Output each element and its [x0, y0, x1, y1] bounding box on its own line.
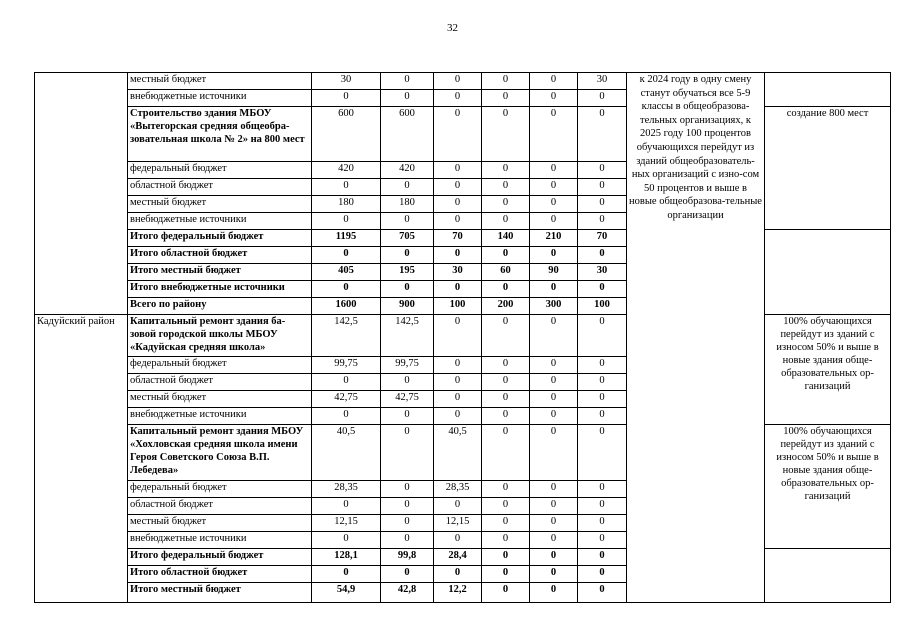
value-cell: 0: [578, 315, 627, 357]
value-cell: 0: [434, 247, 482, 264]
value-cell: 0: [482, 281, 530, 298]
value-cell: 0: [381, 532, 434, 549]
value-cell: 0: [482, 162, 530, 179]
row-label: областной бюджет: [128, 498, 312, 515]
value-cell: 0: [312, 498, 381, 515]
row-label: федеральный бюджет: [128, 357, 312, 374]
value-cell: 0: [578, 583, 627, 603]
value-cell: 0: [434, 357, 482, 374]
value-cell: 0: [530, 73, 578, 90]
value-cell: 0: [578, 566, 627, 583]
value-cell: 70: [434, 230, 482, 247]
result-cell: [765, 549, 891, 603]
row-label: Итого местный бюджет: [128, 264, 312, 281]
value-cell: 0: [482, 481, 530, 498]
value-cell: 40,5: [434, 425, 482, 481]
value-cell: 0: [482, 196, 530, 213]
value-cell: 0: [434, 179, 482, 196]
value-cell: 0: [482, 247, 530, 264]
value-cell: 0: [578, 107, 627, 162]
value-cell: 0: [578, 357, 627, 374]
value-cell: 42,75: [381, 391, 434, 408]
value-cell: 0: [434, 408, 482, 425]
value-cell: 0: [578, 498, 627, 515]
row-label: Строительство здания МБОУ «Вытегорская средняя общеобра-зовательная школа № 2» на 800 мест: [128, 107, 312, 162]
value-cell: 28,4: [434, 549, 482, 566]
value-cell: 300: [530, 298, 578, 315]
row-label: Капитальный ремонт здания ба-зовой городской школы МБОУ «Кадуйская средняя школа»: [128, 315, 312, 357]
budget-table: [34, 72, 891, 603]
row-label: внебюджетные источники: [128, 532, 312, 549]
value-cell: 28,35: [312, 481, 381, 498]
value-cell: 0: [482, 107, 530, 162]
value-cell: 0: [482, 357, 530, 374]
row-label: внебюджетные источники: [128, 408, 312, 425]
row-label: Итого федеральный бюджет: [128, 549, 312, 566]
value-cell: 0: [482, 532, 530, 549]
value-cell: 180: [381, 196, 434, 213]
value-cell: 0: [530, 196, 578, 213]
result-cell: [765, 73, 891, 107]
row-label: внебюджетные источники: [128, 90, 312, 107]
value-cell: 0: [381, 90, 434, 107]
value-cell: 0: [482, 374, 530, 391]
value-cell: 30: [434, 264, 482, 281]
result-note: 100% обучающихся перейдут из зданий с износом 50% и выше в новые здания обще-образовательных ор-ганизаций: [765, 425, 891, 549]
value-cell: 600: [312, 107, 381, 162]
value-cell: 0: [482, 73, 530, 90]
value-cell: 0: [530, 281, 578, 298]
value-cell: 0: [578, 481, 627, 498]
value-cell: 0: [312, 179, 381, 196]
value-cell: 12,2: [434, 583, 482, 603]
value-cell: 99,8: [381, 549, 434, 566]
value-cell: 0: [381, 73, 434, 90]
value-cell: 0: [482, 315, 530, 357]
value-cell: 0: [381, 408, 434, 425]
value-cell: 99,75: [381, 357, 434, 374]
value-cell: 0: [578, 213, 627, 230]
value-cell: 140: [482, 230, 530, 247]
value-cell: 0: [530, 315, 578, 357]
value-cell: 180: [312, 196, 381, 213]
value-cell: 0: [530, 247, 578, 264]
value-cell: 0: [530, 481, 578, 498]
value-cell: 0: [530, 532, 578, 549]
value-cell: 1195: [312, 230, 381, 247]
value-cell: 0: [434, 213, 482, 230]
page-number: 32: [447, 22, 458, 34]
value-cell: 100: [578, 298, 627, 315]
value-cell: 0: [578, 515, 627, 532]
value-cell: 0: [530, 408, 578, 425]
value-cell: 0: [434, 498, 482, 515]
value-cell: 0: [381, 498, 434, 515]
value-cell: 42,8: [381, 583, 434, 603]
row-label: внебюджетные источники: [128, 213, 312, 230]
value-cell: 142,5: [381, 315, 434, 357]
value-cell: 0: [530, 566, 578, 583]
value-cell: 0: [578, 532, 627, 549]
value-cell: 0: [578, 425, 627, 481]
value-cell: 0: [434, 196, 482, 213]
value-cell: 0: [578, 408, 627, 425]
value-cell: 0: [578, 162, 627, 179]
value-cell: 0: [312, 532, 381, 549]
value-cell: 195: [381, 264, 434, 281]
value-cell: 30: [578, 73, 627, 90]
value-cell: 0: [530, 213, 578, 230]
value-cell: 0: [434, 532, 482, 549]
value-cell: 0: [530, 425, 578, 481]
value-cell: 0: [434, 374, 482, 391]
value-cell: 100: [434, 298, 482, 315]
value-cell: 420: [312, 162, 381, 179]
value-cell: 0: [434, 90, 482, 107]
row-label: местный бюджет: [128, 73, 312, 90]
value-cell: 0: [381, 515, 434, 532]
value-cell: 128,1: [312, 549, 381, 566]
row-label: местный бюджет: [128, 196, 312, 213]
value-cell: 0: [482, 549, 530, 566]
value-cell: 0: [482, 391, 530, 408]
value-cell: 0: [434, 73, 482, 90]
value-cell: 0: [312, 374, 381, 391]
table-row: [35, 73, 891, 90]
value-cell: 0: [381, 247, 434, 264]
row-label: местный бюджет: [128, 515, 312, 532]
value-cell: 0: [434, 391, 482, 408]
value-cell: 90: [530, 264, 578, 281]
value-cell: 70: [578, 230, 627, 247]
result-note: создание 800 мест: [765, 107, 891, 230]
value-cell: 0: [482, 213, 530, 230]
value-cell: 0: [530, 357, 578, 374]
result-note: 100% обучающихся перейдут из зданий с износом 50% и выше в новые здания обще-образовательных ор-ганизаций: [765, 315, 891, 425]
value-cell: 0: [482, 425, 530, 481]
value-cell: 0: [530, 515, 578, 532]
value-cell: 200: [482, 298, 530, 315]
value-cell: 142,5: [312, 315, 381, 357]
value-cell: 0: [482, 498, 530, 515]
value-cell: 99,75: [312, 357, 381, 374]
district-name: Кадуйский район: [35, 315, 128, 603]
value-cell: 405: [312, 264, 381, 281]
value-cell: 0: [530, 549, 578, 566]
value-cell: 0: [312, 281, 381, 298]
row-label: федеральный бюджет: [128, 162, 312, 179]
value-cell: 0: [530, 391, 578, 408]
value-cell: 0: [578, 374, 627, 391]
value-cell: 12,15: [434, 515, 482, 532]
result-cell: [765, 230, 891, 315]
value-cell: 12,15: [312, 515, 381, 532]
value-cell: 0: [482, 566, 530, 583]
value-cell: 0: [578, 196, 627, 213]
value-cell: 30: [312, 73, 381, 90]
row-label: Итого областной бюджет: [128, 566, 312, 583]
value-cell: 0: [381, 213, 434, 230]
value-cell: 0: [381, 374, 434, 391]
value-cell: 1600: [312, 298, 381, 315]
value-cell: 0: [381, 425, 434, 481]
value-cell: 54,9: [312, 583, 381, 603]
row-label: Итого внебюджетные источники: [128, 281, 312, 298]
value-cell: 0: [312, 408, 381, 425]
value-cell: 0: [482, 408, 530, 425]
row-label: Итого федеральный бюджет: [128, 230, 312, 247]
value-cell: 0: [312, 213, 381, 230]
row-label: областной бюджет: [128, 179, 312, 196]
value-cell: 0: [381, 566, 434, 583]
value-cell: 0: [434, 281, 482, 298]
value-cell: 30: [578, 264, 627, 281]
value-cell: 0: [530, 90, 578, 107]
value-cell: 0: [434, 315, 482, 357]
value-cell: 40,5: [312, 425, 381, 481]
value-cell: 0: [312, 566, 381, 583]
value-cell: 0: [312, 90, 381, 107]
value-cell: 0: [482, 515, 530, 532]
value-cell: 0: [482, 90, 530, 107]
value-cell: 0: [578, 281, 627, 298]
value-cell: 0: [578, 179, 627, 196]
value-cell: 0: [381, 179, 434, 196]
value-cell: 0: [578, 391, 627, 408]
value-cell: 900: [381, 298, 434, 315]
value-cell: 0: [578, 247, 627, 264]
value-cell: 0: [434, 566, 482, 583]
row-label: Итого местный бюджет: [128, 583, 312, 603]
row-label: федеральный бюджет: [128, 481, 312, 498]
value-cell: 0: [482, 583, 530, 603]
value-cell: 0: [482, 179, 530, 196]
value-cell: 705: [381, 230, 434, 247]
row-label: местный бюджет: [128, 391, 312, 408]
value-cell: 0: [530, 107, 578, 162]
row-label: Всего по району: [128, 298, 312, 315]
value-cell: 420: [381, 162, 434, 179]
value-cell: 0: [530, 179, 578, 196]
value-cell: 0: [312, 247, 381, 264]
row-label: Итого областной бюджет: [128, 247, 312, 264]
value-cell: 0: [530, 583, 578, 603]
row-label: областной бюджет: [128, 374, 312, 391]
value-cell: 0: [434, 162, 482, 179]
value-cell: 0: [434, 107, 482, 162]
expected-result-note: к 2024 году в одну смену станут обучаться все 5-9 классы в общеобразова-тельных организациях, к 2025 году 100 процентов обучающихся перейдут из зданий общеобразователь-ных организаций с изно-сом 50 процентов и выше в новые общеобразова-тельные организации: [627, 73, 765, 603]
value-cell: 60: [482, 264, 530, 281]
value-cell: 42,75: [312, 391, 381, 408]
value-cell: 0: [530, 162, 578, 179]
value-cell: 600: [381, 107, 434, 162]
district-cell: [35, 73, 128, 315]
value-cell: 0: [578, 549, 627, 566]
value-cell: 0: [381, 481, 434, 498]
value-cell: 0: [530, 498, 578, 515]
value-cell: 0: [530, 374, 578, 391]
row-label: Капитальный ремонт здания МБОУ «Хохловская средняя школа имени Героя Советского Союза В.П. Лебедева»: [128, 425, 312, 481]
value-cell: 0: [578, 90, 627, 107]
value-cell: 210: [530, 230, 578, 247]
value-cell: 28,35: [434, 481, 482, 498]
value-cell: 0: [381, 281, 434, 298]
